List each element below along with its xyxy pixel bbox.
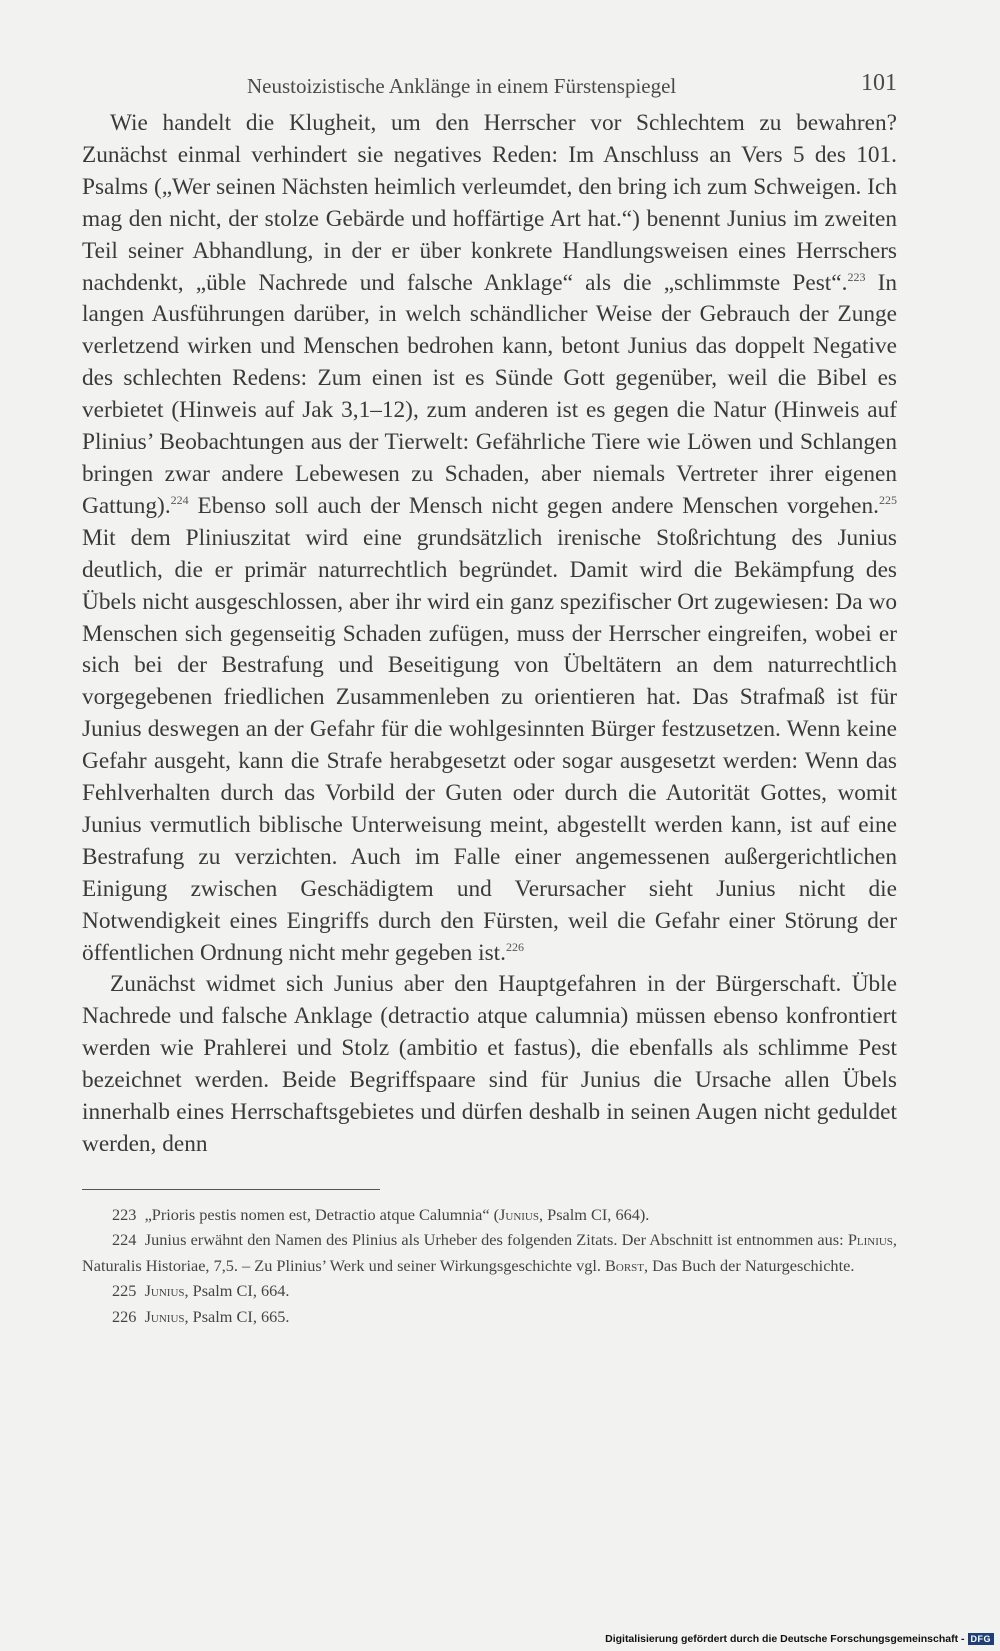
footnote-text: Junius erwähnt den Namen des Plinius als Urheber des folgenden Zitats. Der Abschnitt ist entnommen aus:: [144, 1230, 848, 1250]
footnote-224: [82, 1227, 897, 1278]
footnote-text: „Prioris pestis nomen est, Detractio atque Calumnia“ (: [144, 1204, 500, 1224]
footnote-number: 224: [112, 1230, 137, 1250]
footnote-223: [82, 1202, 897, 1228]
footnote-text: , Psalm CI, 664.: [184, 1281, 290, 1301]
digitization-notice-text: Digitalisierung gefördert durch die Deutsche Forschungsgemeinschaft -: [605, 1633, 965, 1645]
author-name: Junius: [499, 1204, 539, 1224]
author-name: Plinius: [847, 1230, 893, 1250]
book-page: [82, 66, 897, 1329]
footnote-ref-223: 223: [847, 269, 866, 284]
author-name: Borst: [605, 1255, 644, 1275]
digitization-notice: [605, 1633, 994, 1645]
author-name: Junius: [144, 1306, 185, 1326]
footnote-text: , Naturalis Historiae, 7,5. – Zu Plinius’ Werk und seiner Wirkungsgeschichte vgl.: [82, 1230, 897, 1275]
running-title: Neustoizistische Anklänge in einem Fürstenspiegel: [247, 74, 677, 98]
body-text: [82, 108, 897, 1161]
running-head: [82, 66, 897, 106]
footnote-ref-225: 225: [879, 492, 897, 507]
footnote-number: 226: [112, 1306, 137, 1326]
paragraph-2: Zunächst widmet sich Junius aber den Hauptgefahren in der Bürgerschaft. Üble Nachrede und falsche Anklage (detractio atque calumnia) müssen ebenso konfrontiert werden wie Prahlerei und Stolz (ambitio et fastus), die ebenfalls als schlimme Pest bezeichnet werden. Beide Begriffspaare sind für Junius die Ursache allen Übels innerhalb eines Herrschaftsgebietes und dürfen deshalb in seinen Augen nicht geduldet werden, denn: [82, 971, 897, 1157]
dfg-logo: DFG: [968, 1633, 995, 1645]
footnotes: [82, 1202, 897, 1330]
footnote-text: , Psalm CI, 664).: [539, 1204, 650, 1224]
paragraph-1-segment-3: Ebenso soll auch der Mensch nicht gegen andere Menschen vorgehen.: [188, 492, 879, 519]
author-name: Junius: [144, 1281, 185, 1301]
footnote-ref-224: 224: [170, 492, 189, 507]
footnote-ref-226: 226: [505, 939, 524, 954]
paragraph-1: [82, 108, 897, 969]
footnote-text: , Psalm CI, 665.: [184, 1306, 290, 1326]
paragraph-1-segment-4: Mit dem Pliniuszitat wird eine grundsätzlich irenische Stoßrichtung des Junius deutlich, die er primär naturrechtlich begründet. Damit wird die Bekämpfung des Übels nicht ausgeschlossen, aber ihr wird ein ganz spezifischer Ort zugewiesen: Da wo Menschen sich gegenseitig Schaden zufügen, muss der Herrscher eingreifen, wobei er sich bei der Bestrafung und Beseitigung von Übeltätern an dem naturrechtlich vorgegebenen friedlichen Zusammenleben zu orientieren hat. Das Strafmaß ist für Junius deswegen an der Gefahr für die wohlgesinnten Bürger festzusetzen. Wenn keine Gefahr ausgeht, kann die Strafe herabgesetzt oder sogar ausgesetzt werden: Wenn das Fehlverhalten durch das Vorbild der Guten oder durch die Autorität Gottes, womit Junius vermutlich biblische Unterweisung meint, abgestellt werden kann, ist auf eine Bestrafung zu verzichten. Auch im Falle einer angemessenen außergerichtlichen Einigung zwischen Geschädigtem und Verursacher sieht Junius nicht die Notwendigkeit eines Eingriffs durch den Fürsten, weil die Gefahr einer Störung der öffentlichen Ordnung nicht mehr gegeben ist.: [82, 524, 897, 966]
paragraph-1-segment-1: Wie handelt die Klugheit, um den Herrscher vor Schlechtem zu bewahren? Zunächst einmal verhindert sie negatives Reden: Im Anschluss an Vers 5 des 101. Psalms („Wer seinen Nächsten heimlich verleumdet, den bring ich zum Schweigen. Ich mag den nicht, der stolze Gebärde und hoffärtige Art hat.“) benennt Junius im zweiten Teil seiner Abhandlung, in der er über konkrete Handlungsweisen eines Herrschers nachdenkt, „üble Nachrede und falsche Anklage“ als die „schlimmste Pest“.: [82, 110, 897, 296]
footnote-225: [82, 1278, 897, 1304]
footnote-text: , Das Buch der Naturgeschichte.: [644, 1255, 855, 1275]
footnote-rule: [82, 1189, 380, 1190]
paragraph-1-segment-2: In langen Ausführungen darüber, in welch schändlicher Weise der Gebrauch der Zunge verletzend wirken und Menschen bedrohen kann, betont Junius das doppelt Negative des schlechten Redens: Zum einen ist es Sünde Gott gegenüber, weil die Bibel es verbietet (Hinweis auf Jak 3,1–12), zum anderen ist es gegen die Natur (Hinweis auf Plinius’ Beobachtungen aus der Tierwelt: Gefährliche Tiere wie Löwen und Schlangen bringen zwar andere Lebewesen zu Schaden, aber niemals Vertreter ihrer eigenen Gattung).: [82, 269, 898, 519]
page-number: 101: [861, 70, 897, 96]
footnote-number: 225: [112, 1281, 137, 1301]
footnote-226: [82, 1304, 897, 1330]
footnote-number: 223: [112, 1204, 137, 1224]
